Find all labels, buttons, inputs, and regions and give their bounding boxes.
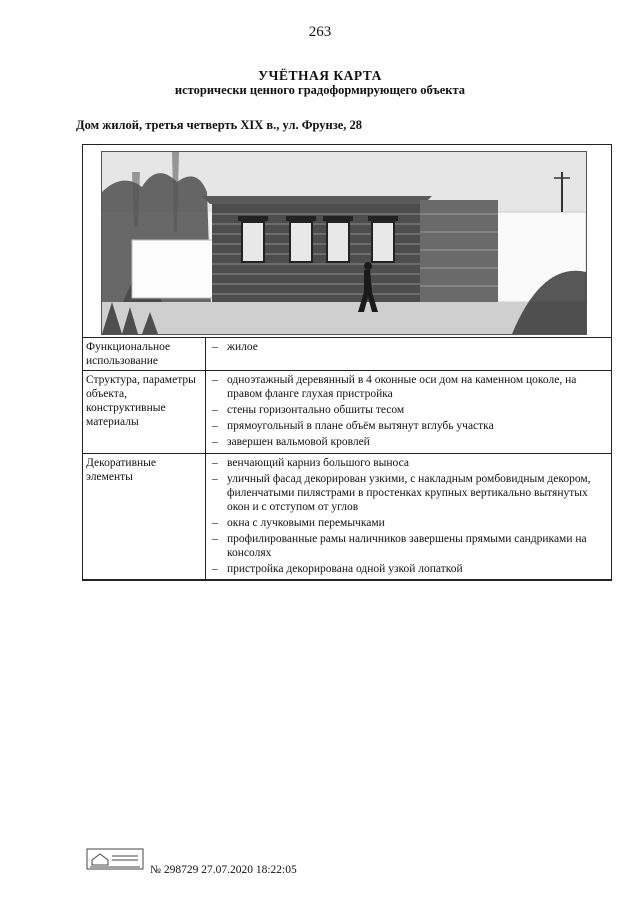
list-item: – венчающий карниз большого выноса <box>209 456 608 470</box>
list-item: – окна с лучковыми перемычками <box>209 516 608 530</box>
stamp-icon <box>86 848 144 870</box>
page-number: 263 <box>308 24 332 40</box>
table-row <box>83 338 612 371</box>
list-item: – стены горизонтально обшиты тесом <box>209 403 608 417</box>
object-heading: Дом жилой, третья четверть XIX в., ул. Фрунзе, 28 <box>76 118 363 132</box>
list-item: – уличный фасад декорирован узкими, с накладным ромбовидным декором, филенчатыми пилястрами в простенках крупных вертикально вытянутых окон и с отступом от углов <box>209 472 608 514</box>
card-title: УЧЁТНАЯ КАРТА <box>258 68 382 83</box>
house-photo-icon <box>102 152 586 334</box>
table-row <box>83 371 612 454</box>
row-label: Декоративные элементы <box>83 454 206 581</box>
list-item: – завершен вальмовой кровлей <box>209 435 608 449</box>
table-row <box>83 454 612 581</box>
row-label: Структура, параметры объекта, конструктивные материалы <box>83 371 206 454</box>
record-card <box>82 144 612 580</box>
house-photo <box>101 151 587 335</box>
row-values <box>206 454 612 581</box>
row-values <box>206 338 612 371</box>
list-item: – пристройка декорирована одной узкой лопаткой <box>209 562 608 576</box>
document-number: № 298729 <box>150 864 199 876</box>
row-label: Функциональное использование <box>83 338 206 371</box>
attributes-table <box>82 337 612 581</box>
list-item: – одноэтажный деревянный в 4 оконные оси дом на каменном цоколе, на правом фланге глухая пристройка <box>209 373 608 401</box>
footer-reference <box>150 864 297 876</box>
card-subtitle: исторически ценного градоформирующего объекта <box>174 83 466 97</box>
list-item: – профилированные рамы наличников завершены прямыми сандриками на консолях <box>209 532 608 560</box>
list-item: – прямоугольный в плане объём вытянут вглубь участка <box>209 419 608 433</box>
row-values <box>206 371 612 454</box>
document-datetime: 27.07.2020 18:22:05 <box>201 864 297 876</box>
list-item: – жилое <box>209 340 608 354</box>
